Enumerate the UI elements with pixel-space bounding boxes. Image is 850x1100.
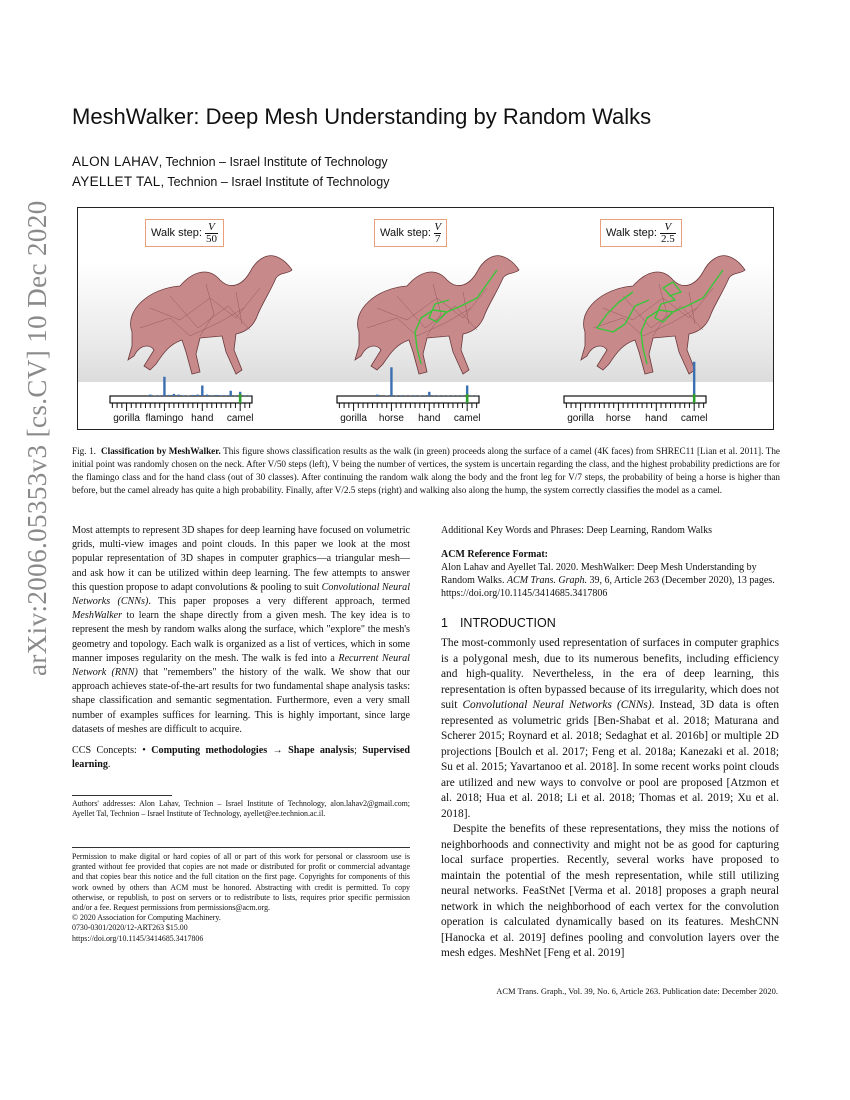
probability-bar xyxy=(428,392,430,396)
probability-bar xyxy=(220,395,222,396)
fraction-denominator: 7 xyxy=(434,232,441,245)
caption-title: Classification by MeshWalker. xyxy=(101,446,221,456)
footnote-rule xyxy=(72,795,172,796)
probability-bar xyxy=(182,395,184,396)
probability-bar xyxy=(234,395,236,396)
walk-step-label-2 xyxy=(374,219,447,247)
acm-reference xyxy=(441,561,779,600)
probability-bar xyxy=(192,395,194,396)
paragraph-term: Convolutional Neural Networks (CNNs) xyxy=(462,699,652,711)
abstract xyxy=(72,524,410,737)
probability-bar xyxy=(206,395,208,396)
paragraph-text: The most-commonly used representation of surfaces in computer graphics is a polygonal mesh, due to its numerous benefits, including efficiency and high-quality. Nevertheless, in the era of deep learning, this representation is often bypassed because of its irregularity, which does not suit xyxy=(441,637,779,711)
probability-chart-1 xyxy=(106,358,258,428)
fraction-numerator: V xyxy=(664,220,672,233)
walk-step-text: Walk step: xyxy=(151,227,202,239)
author-affiliation: , Technion – Israel Institute of Technology xyxy=(158,155,388,169)
chart-plot-2 xyxy=(333,358,485,413)
abstract-term: MeshWalker xyxy=(72,610,123,622)
tick-label: hand xyxy=(645,413,668,424)
probability-bar xyxy=(461,395,463,396)
probability-chart-2 xyxy=(333,358,485,428)
paragraph-text: . Instead, 3D data is often represented as volumetric grids [Ben-Shabat et al. 2018; Maturana and Scherer 2015; Roynard et al. 2018; Sedaghat et al. 2016b] or multiple 2D projections [Boulch et al. 2017; Feng et al. 2018a; Kanezaki et al. 2018; Su et al. 2015; Yavartanoo et al. 2018]. In some recent works point clouds are utilized and new ways to convolve or pool are proposed [Atzmon et al. 2018; Hua et al. 2018; Li et al. 2018; Thomas et al. 2019; Xu et al. 2018]. xyxy=(441,699,779,820)
tick-label: gorilla xyxy=(340,413,367,424)
ccs-concept: Computing methodologies xyxy=(151,745,268,757)
camel-silhouette xyxy=(128,256,292,374)
tick-label: horse xyxy=(605,413,631,424)
abstract-term: Recurrent Neural Network (RNN) xyxy=(72,652,410,679)
probability-chart-3 xyxy=(560,358,712,428)
acm-reference-text: 39, 6, Article 263 (December 2020), 13 pages. https://doi.org/10.1145/3414685.3417806 xyxy=(441,575,775,599)
author-affiliation: , Technion – Israel Institute of Technology xyxy=(160,175,390,189)
abstract-text: . This paper proposes a very different approach, termed xyxy=(148,596,410,608)
chart-axis-frame xyxy=(564,396,706,403)
walk-step-fraction xyxy=(434,222,442,245)
probability-bar xyxy=(201,386,203,397)
figure-caption xyxy=(72,445,780,497)
permission-text: Permission to make digital or hard copies of all or part of this work for personal or classroom use is granted without fee provided that copies are not made or distributed for profit or commercial advantage and that copies bear this notice and the full citation on the first page. Copyrights for components of this work owned by others than ACM must be honored. Abstracting with credit is permitted. To copy otherwise, or republish, to post on servers or to redistribute to lists, requires prior specific permission and/or a fee. Request permissions from permissions@acm.org. xyxy=(72,852,410,913)
probability-bar xyxy=(159,395,161,396)
teaser-figure xyxy=(77,207,774,430)
probability-bar xyxy=(177,395,179,396)
ccs-concept: Shape analysis xyxy=(288,745,355,757)
permission-notice xyxy=(72,852,410,944)
walk-step-fraction xyxy=(660,222,676,245)
caption-text: This figure shows classification results as the walk (in green) proceeds along the surface of a camel (4K faces) from SHREC11 [Lian et al. 2011]. The initial point was randomly chosen on the neck. After V/50 steps (left), V being the number of vertices, the system is uncertain regarding the class, and the highest probability predictions are for the flamingo class and for the hand class (out of 30 classes). After continuing the random walk along the body and the front leg for V/7 steps, the probability of being a horse is higher than before, but the camel already has quite a high probability. Finally, after V/2.5 steps (right) and walking also along the hump, the system correctly classifies the model as a camel. xyxy=(72,446,781,496)
author-name: ALON LAHAV xyxy=(72,154,159,169)
probability-bar xyxy=(168,395,170,396)
walk-step-text: Walk step: xyxy=(380,227,431,239)
section-title: INTRODUCTION xyxy=(459,616,556,630)
paragraph: Despite the benefits of these representations, they miss the notions of neighborhoods and connectivity and might not be as good for capturing local surface properties. Recently, several works have proposed to maintain the potential of the mesh representation, while still utilizing neural networks. FeaStNet [Verma et al. 2018] proposes a graph neural network in which the neighborhood of each vertex for the convolution operation is calculated dynamically based on its features. MeshCNN [Hanocka et al. 2019] defines pooling and convolution layers over the mesh edges. MeshNet [Feng et al. 2019] xyxy=(441,823,779,959)
tick-label: flamingo xyxy=(145,413,184,424)
ccs-end: . xyxy=(107,759,111,771)
paragraph xyxy=(441,636,779,822)
probability-bar xyxy=(211,395,213,396)
author-2 xyxy=(72,173,389,191)
probability-bar xyxy=(244,395,246,396)
tick-label: hand xyxy=(418,413,441,424)
tick-label: gorilla xyxy=(567,413,594,424)
copyright-line: © 2020 Association for Computing Machinery. xyxy=(72,913,221,923)
fraction-numerator: V xyxy=(208,220,215,233)
right-column xyxy=(441,524,779,962)
abstract-term: Convolutional Neural Networks (CNNs) xyxy=(72,581,410,608)
probability-bar xyxy=(433,395,435,396)
ccs-separator: ; xyxy=(354,745,363,757)
author-1 xyxy=(72,153,388,171)
fraction-numerator: V xyxy=(434,220,442,233)
walk-step-fraction xyxy=(205,222,218,245)
fraction-denominator: 50 xyxy=(205,232,217,245)
paper-title: MeshWalker: Deep Mesh Understanding by Random Walks xyxy=(72,104,652,129)
doi-line: https://doi.org/10.1145/3414685.3417806 xyxy=(72,933,204,943)
section-heading xyxy=(441,616,779,630)
fraction-denominator: 2.5 xyxy=(660,232,675,245)
acm-reference-heading: ACM Reference Format: xyxy=(441,549,548,560)
tick-label: hand xyxy=(191,413,214,424)
tick-label: gorilla xyxy=(113,413,140,424)
abstract-text: Most attempts to represent 3D shapes for deep learning have focused on volumetric grids, multi-view images and point clouds. In this paper we look at the most popular representation of 3D shapes in computer graphics—a triangular mesh—and ask how it can be utilized within deep learning. The few attempts to answer this question propose to adapt convolutions & pooling to suit xyxy=(72,525,410,593)
caption-label: Fig. 1. xyxy=(72,446,96,456)
true-class-marker xyxy=(239,394,242,403)
true-class-marker xyxy=(693,394,696,403)
tick-label: camel xyxy=(680,413,708,424)
probability-bar xyxy=(414,395,416,396)
probability-bar xyxy=(230,391,232,396)
probability-bar xyxy=(173,394,175,396)
true-class-marker xyxy=(466,394,469,403)
probability-bar xyxy=(196,395,198,396)
probability-bar xyxy=(693,362,695,396)
walk-step-label-3 xyxy=(600,219,682,247)
ccs-arrow: → xyxy=(267,745,289,757)
acm-journal: ACM Trans. Graph. xyxy=(506,575,587,586)
probability-bar xyxy=(149,395,151,396)
probability-bar xyxy=(400,395,402,396)
abstract-text: to learn the shape directly from a given mesh. The key idea is to represent the mesh by random walks along the surface, which "explore" the mesh's geometry and topology. Each walk is organized as a list of vertices, which in some manner imposes regularity on the mesh. The walk is fed into a xyxy=(72,610,410,664)
tick-label: camel xyxy=(226,413,254,424)
tick-label: horse xyxy=(378,413,404,424)
left-column xyxy=(72,524,410,772)
walk-step-text: Walk step: xyxy=(606,227,657,239)
author-addresses: Authors' addresses: Alon Lahav, Technion – Israel Institute of Technology, alon.lahav2@gmail.com; Ayellet Tal, Technion – Israel Institute of Technology, ayellet@ee.technion.ac.il. xyxy=(72,799,410,819)
ccs-label: CCS Concepts: • xyxy=(72,745,152,757)
arxiv-identifier: arXiv:2006.05353v3 [cs.CV] 10 Dec 2020 xyxy=(22,200,52,676)
permission-rule xyxy=(72,847,410,848)
tick-label: camel xyxy=(453,413,481,424)
chart-axis-frame xyxy=(337,396,479,403)
author-name: AYELLET TAL xyxy=(72,174,161,189)
introduction-text xyxy=(441,636,779,962)
section-number: 1 xyxy=(441,616,448,630)
chart-axis-frame xyxy=(110,396,252,403)
ccs-concepts xyxy=(72,744,410,772)
chart-plot-1 xyxy=(106,358,258,413)
issn-line: 0730-0301/2020/12-ART263 $15.00 xyxy=(72,923,188,933)
abstract-text: that "remembers" the history of the walk. We show that our approach achieves state-of-the-art results for two fundamental shape analysis tasks: shape classification and semantic segmentation. Furthermore, even a very small number of examples suffices for learning. This is highly important, since large datasets of meshes are difficult to acquire. xyxy=(72,667,410,735)
probability-bar xyxy=(423,395,425,396)
acm-reference-text: Alon Lahav and Ayellet Tal. 2020. MeshWalker: Deep Mesh Understanding by Random Walks. xyxy=(441,562,757,586)
probability-bar xyxy=(163,377,165,396)
walk-step-label-1 xyxy=(145,219,224,247)
probability-bar xyxy=(225,395,227,396)
chart-plot-3 xyxy=(560,358,712,413)
probability-bar xyxy=(376,395,378,396)
keywords: Additional Key Words and Phrases: Deep Learning, Random Walks xyxy=(441,525,713,536)
ccs-concept: Supervised learning xyxy=(72,745,411,771)
probability-bar xyxy=(390,367,392,396)
probability-bar xyxy=(215,395,217,396)
page-footer: ACM Trans. Graph., Vol. 39, No. 6, Article 263. Publication date: December 2020. xyxy=(496,986,778,996)
